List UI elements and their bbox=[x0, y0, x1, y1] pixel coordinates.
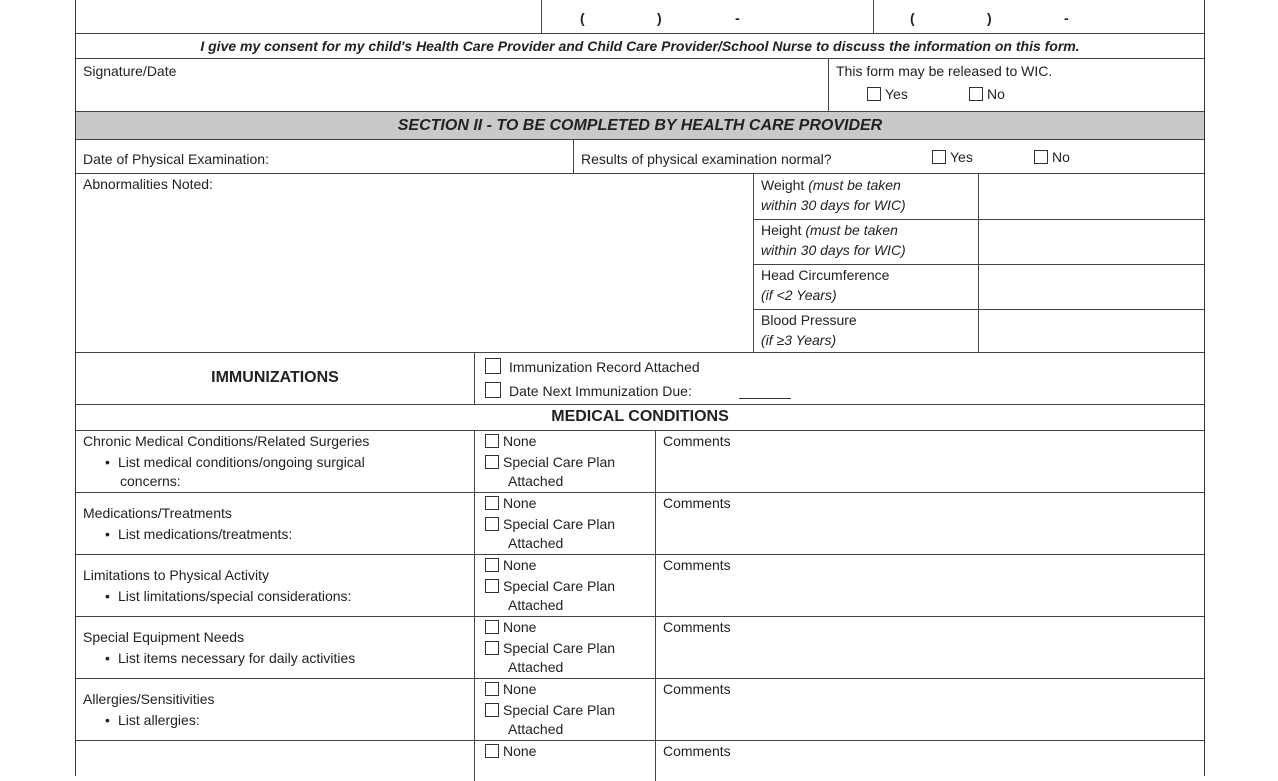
none-label: None bbox=[503, 495, 537, 511]
condition-description bbox=[76, 493, 474, 554]
care-plan-label: Special Care Plan bbox=[503, 702, 616, 718]
condition-row-chronic bbox=[76, 431, 1204, 493]
weight-value-field[interactable] bbox=[978, 174, 1206, 219]
next-immunization-label: Date Next Immunization Due: bbox=[509, 383, 692, 399]
exam-no-label: No bbox=[1052, 149, 1070, 165]
condition-description bbox=[76, 555, 474, 616]
condition-options bbox=[474, 493, 655, 554]
comments-label: Comments bbox=[663, 495, 731, 511]
weight-label: Weight (must be taken bbox=[761, 177, 901, 193]
head-circumference-value-field[interactable] bbox=[978, 264, 1206, 309]
immunization-record-checkbox[interactable] bbox=[485, 358, 501, 374]
care-plan-option[interactable] bbox=[485, 516, 615, 532]
medical-title: MEDICAL CONDITIONS bbox=[551, 408, 729, 425]
exam-date-label: Date of Physical Examination: bbox=[83, 151, 269, 167]
comments-field[interactable] bbox=[655, 555, 1204, 616]
condition-title: Limitations to Physical Activity bbox=[83, 567, 269, 583]
phone-1-dash: - bbox=[735, 10, 740, 26]
care-plan-option[interactable] bbox=[485, 702, 615, 718]
none-label: None bbox=[503, 681, 537, 697]
care-plan-checkbox[interactable] bbox=[485, 455, 499, 469]
phone-2-dash: - bbox=[1064, 10, 1069, 26]
abnormalities-row bbox=[76, 174, 1204, 353]
condition-row-medications bbox=[76, 493, 1204, 555]
none-option[interactable] bbox=[485, 619, 536, 635]
condition-title: Special Equipment Needs bbox=[83, 629, 245, 645]
height-note: within 30 days for WIC) bbox=[761, 242, 906, 258]
care-plan-label: Special Care Plan bbox=[503, 516, 616, 532]
immunization-record-label: Immunization Record Attached bbox=[509, 359, 700, 375]
measure-row-head bbox=[754, 264, 1205, 310]
exam-no-checkbox[interactable] bbox=[1034, 150, 1048, 164]
care-plan-option[interactable] bbox=[485, 640, 615, 656]
care-plan-label-cont: Attached bbox=[508, 597, 564, 613]
care-plan-option[interactable] bbox=[485, 578, 615, 594]
condition-bullet: • List medications/treatments: bbox=[118, 526, 292, 542]
comments-label: Comments bbox=[663, 433, 731, 449]
none-label: None bbox=[503, 557, 537, 573]
exam-date-field[interactable] bbox=[76, 140, 573, 173]
phone-2-close-paren: ) bbox=[987, 10, 992, 26]
section-2-title: SECTION II - TO BE COMPLETED BY HEALTH CARE PROVIDER bbox=[397, 117, 883, 134]
phone-1-open-paren: ( bbox=[580, 10, 585, 26]
condition-row-allergies bbox=[76, 679, 1204, 741]
wic-no-option[interactable] bbox=[969, 86, 1005, 102]
condition-options bbox=[474, 617, 655, 678]
condition-description bbox=[76, 679, 474, 740]
condition-row-limitations bbox=[76, 555, 1204, 617]
immunizations-title-cell bbox=[76, 353, 474, 404]
care-plan-checkbox[interactable] bbox=[485, 579, 499, 593]
condition-title: Chronic Medical Conditions/Related Surgeries bbox=[83, 433, 370, 449]
condition-options bbox=[474, 679, 655, 740]
care-plan-checkbox[interactable] bbox=[485, 517, 499, 531]
comments-field[interactable] bbox=[655, 741, 1204, 781]
condition-options bbox=[474, 431, 655, 492]
comments-label: Comments bbox=[663, 743, 731, 759]
next-immunization-checkbox[interactable] bbox=[485, 382, 501, 398]
none-option[interactable] bbox=[485, 681, 536, 697]
comments-field[interactable] bbox=[655, 493, 1204, 554]
immunizations-row bbox=[76, 353, 1204, 405]
exam-normal-cell bbox=[573, 140, 1204, 173]
exam-yes-label: Yes bbox=[950, 149, 973, 165]
comments-field[interactable] bbox=[655, 617, 1204, 678]
none-checkbox[interactable] bbox=[485, 558, 499, 572]
measure-row-weight bbox=[754, 174, 1205, 220]
exam-no-option[interactable] bbox=[1034, 149, 1070, 165]
medical-header bbox=[76, 405, 1204, 431]
signature-field[interactable] bbox=[76, 59, 828, 111]
immunization-record-option[interactable] bbox=[485, 358, 700, 375]
measure-row-bp bbox=[754, 309, 1205, 353]
wic-release-label: This form may be released to WIC. bbox=[836, 63, 1053, 79]
comments-label: Comments bbox=[663, 619, 731, 635]
care-plan-label: Special Care Plan bbox=[503, 578, 616, 594]
phone-field-2[interactable] bbox=[873, 0, 1204, 33]
care-plan-label: Special Care Plan bbox=[503, 640, 616, 656]
next-immunization-date-line[interactable] bbox=[739, 398, 791, 399]
condition-bullet: • List items necessary for daily activities bbox=[118, 650, 355, 666]
blood-pressure-note: (if ≥3 Years) bbox=[761, 332, 837, 348]
measurements-table bbox=[753, 174, 1204, 352]
signature-label: Signature/Date bbox=[83, 63, 177, 79]
care-plan-checkbox[interactable] bbox=[485, 641, 499, 655]
condition-options bbox=[474, 555, 655, 616]
condition-bullet-cont: concerns: bbox=[120, 473, 181, 489]
none-checkbox[interactable] bbox=[485, 434, 499, 448]
none-option[interactable] bbox=[485, 495, 536, 511]
none-label: None bbox=[503, 743, 537, 759]
comments-field[interactable] bbox=[655, 431, 1204, 492]
comments-label: Comments bbox=[663, 681, 731, 697]
phone-1-close-paren: ) bbox=[657, 10, 662, 26]
height-value-field[interactable] bbox=[978, 219, 1206, 264]
none-option[interactable] bbox=[485, 557, 536, 573]
contact-row bbox=[76, 0, 1204, 34]
comments-field[interactable] bbox=[655, 679, 1204, 740]
none-checkbox[interactable] bbox=[485, 744, 499, 758]
none-label: None bbox=[503, 433, 537, 449]
wic-release-cell bbox=[828, 59, 1204, 111]
exam-normal-label: Results of physical examination normal? bbox=[581, 151, 832, 167]
none-checkbox[interactable] bbox=[485, 620, 499, 634]
wic-no-label: No bbox=[987, 86, 1005, 102]
condition-title: Medications/Treatments bbox=[83, 505, 232, 521]
condition-row-equipment bbox=[76, 617, 1204, 679]
care-plan-label-cont: Attached bbox=[508, 721, 564, 737]
next-immunization-option[interactable] bbox=[485, 382, 692, 399]
exam-yes-option[interactable] bbox=[932, 149, 973, 165]
condition-bullet: • List limitations/special considerations: bbox=[118, 588, 351, 604]
abnormalities-label: Abnormalities Noted: bbox=[83, 176, 213, 192]
none-option[interactable] bbox=[485, 743, 536, 759]
condition-description bbox=[76, 617, 474, 678]
condition-description bbox=[76, 431, 474, 492]
consent-statement: I give my consent for my child's Health Care Provider and Child Care Provider/School Nurse to discuss the information on this form. bbox=[200, 38, 1080, 54]
condition-bullet: • List medical conditions/ongoing surgical bbox=[118, 454, 365, 470]
condition-options bbox=[474, 741, 655, 781]
care-plan-label-cont: Attached bbox=[508, 473, 564, 489]
none-checkbox[interactable] bbox=[485, 682, 499, 696]
head-circumference-label: Head Circumference bbox=[761, 267, 890, 283]
condition-bullet: • List allergies: bbox=[118, 712, 200, 728]
care-plan-checkbox[interactable] bbox=[485, 703, 499, 717]
exam-row bbox=[76, 140, 1204, 174]
phone-field-1[interactable] bbox=[541, 0, 874, 33]
immunizations-title: IMMUNIZATIONS bbox=[211, 369, 339, 386]
wic-no-checkbox[interactable] bbox=[969, 87, 983, 101]
wic-yes-checkbox[interactable] bbox=[867, 87, 881, 101]
phone-2-open-paren: ( bbox=[910, 10, 915, 26]
care-plan-label-cont: Attached bbox=[508, 535, 564, 551]
head-circumference-note: (if <2 Years) bbox=[761, 287, 837, 303]
height-label: Height (must be taken bbox=[761, 222, 898, 238]
wic-yes-label: Yes bbox=[885, 86, 908, 102]
condition-row-partial bbox=[76, 741, 1204, 781]
none-checkbox[interactable] bbox=[485, 496, 499, 510]
health-form bbox=[75, 0, 1205, 776]
consent-row bbox=[76, 34, 1204, 59]
immunizations-options bbox=[474, 353, 1204, 404]
blood-pressure-value-field[interactable] bbox=[978, 309, 1206, 353]
care-plan-label-cont: Attached bbox=[508, 659, 564, 675]
care-plan-label: Special Care Plan bbox=[503, 454, 616, 470]
measure-row-height bbox=[754, 219, 1205, 265]
blood-pressure-label: Blood Pressure bbox=[761, 312, 857, 328]
exam-yes-checkbox[interactable] bbox=[932, 150, 946, 164]
none-option[interactable] bbox=[485, 433, 536, 449]
comments-label: Comments bbox=[663, 557, 731, 573]
weight-note: within 30 days for WIC) bbox=[761, 197, 906, 213]
condition-title: Allergies/Sensitivities bbox=[83, 691, 215, 707]
none-label: None bbox=[503, 619, 537, 635]
abnormalities-field[interactable] bbox=[76, 174, 753, 352]
section-2-header bbox=[76, 112, 1204, 140]
wic-yes-option[interactable] bbox=[867, 86, 908, 102]
care-plan-option[interactable] bbox=[485, 454, 615, 470]
signature-row bbox=[76, 59, 1204, 112]
